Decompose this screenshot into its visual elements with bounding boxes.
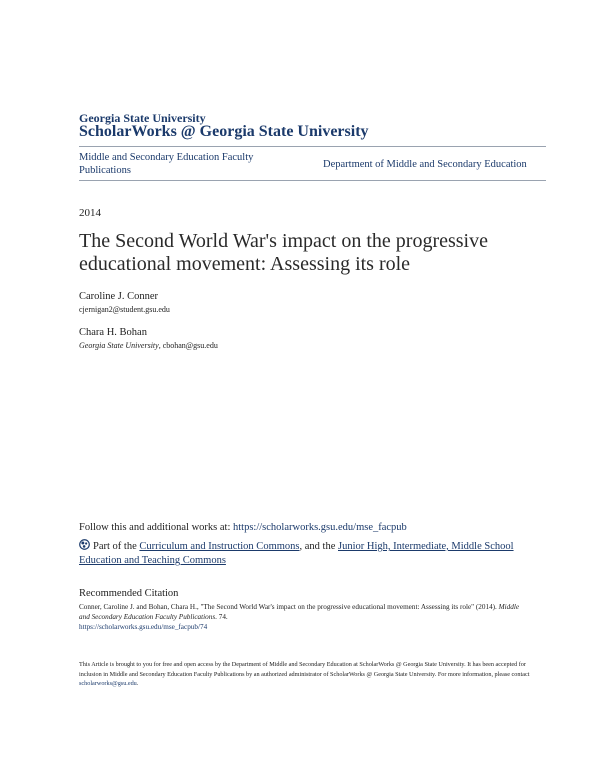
citation-number: . 74. (215, 613, 228, 621)
author-email[interactable]: , cbohan@gsu.edu (158, 341, 218, 350)
follow-text: Follow this and additional works at: (79, 522, 233, 533)
curriculum-commons-link[interactable]: Curriculum and Instruction Commons (139, 541, 300, 552)
collection-url-link[interactable]: https://scholarworks.gsu.edu/mse_facpub (233, 522, 407, 533)
author-email[interactable]: cjernigan2@student.gsu.edu (79, 305, 170, 314)
citation-body: Conner, Caroline J. and Bohan, Chara H., "The Second World War's impact on the progressive educational movement: Assessing its role" (2014). (79, 603, 499, 611)
author-name: Caroline J. Conner (79, 291, 159, 302)
publication-year: 2014 (79, 207, 101, 219)
header-rule-top (79, 146, 546, 147)
part-of-prefix: Part of the (93, 541, 140, 552)
header-rule-bottom (79, 180, 546, 181)
repository-name[interactable]: ScholarWorks @ Georgia State University (79, 123, 369, 140)
citation-text (79, 602, 529, 632)
recommended-citation-heading: Recommended Citation (79, 588, 179, 599)
department-link[interactable]: Department of Middle and Secondary Education (323, 159, 527, 170)
contact-email-link[interactable]: scholarworks@gsu.edu (79, 680, 137, 687)
author-affiliation (79, 341, 218, 350)
part-of-line (79, 539, 529, 568)
citation-url-link[interactable]: https://scholarworks.gsu.edu/mse_facpub/74 (79, 623, 208, 631)
author-name: Chara H. Bohan (79, 327, 147, 338)
access-note-text: This Article is brought to you for free and open access by the Department of Middle and Secondary Education at ScholarWorks @ Georgia State University. It has been accepted for inclusion in Middle and Secondary Education Faculty Publications by an authorized administrator of ScholarWorks @ Georgia State University. For more information, please contact (79, 661, 530, 678)
university-name: Georgia State University (79, 111, 206, 125)
access-note (79, 660, 534, 689)
series-link[interactable]: Middle and Secondary Education Faculty Publications (79, 152, 254, 176)
article-title: The Second World War's impact on the progressive educational movement: Assessing its role (79, 230, 488, 275)
access-note-end: . (136, 680, 139, 687)
network-icon (79, 539, 90, 550)
citation-journal: Middle and Secondary Education Faculty Publications (79, 603, 520, 621)
junior-high-commons-link[interactable]: Junior High, Intermediate, Middle School Education and Teaching Commons (79, 541, 514, 566)
follow-line (79, 522, 407, 533)
part-of-middle: , and the (299, 541, 338, 552)
author-affiliation-name: Georgia State University (79, 341, 159, 350)
